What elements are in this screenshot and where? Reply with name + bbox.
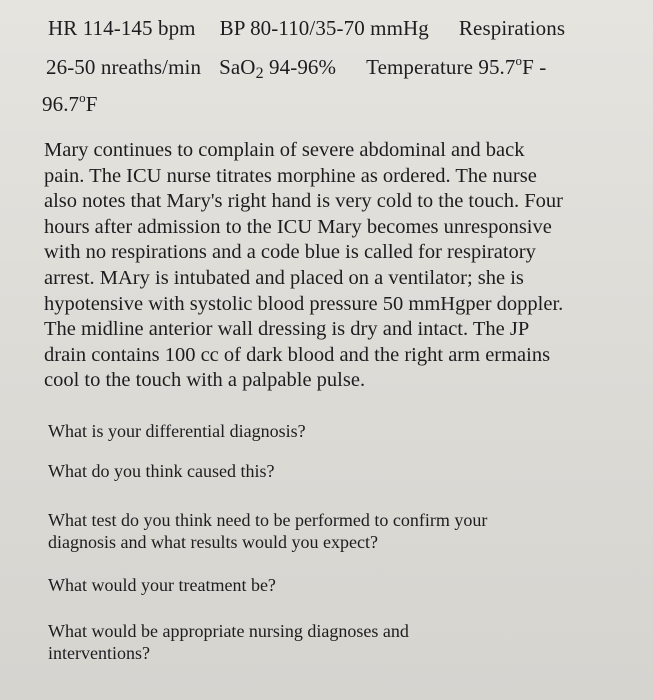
scenario-line: also notes that Mary's right hand is very cold to the touch. Four <box>44 190 563 213</box>
temperature-end-degree: o <box>79 90 86 105</box>
question-treatment <box>48 574 628 596</box>
sao2-prefix: SaO <box>219 55 256 79</box>
question-nursing-diagnoses <box>48 620 628 664</box>
question-text: What would be appropriate nursing diagnoses and <box>48 621 409 641</box>
question-text: What do you think caused this? <box>48 461 275 481</box>
case-scenario-paragraph <box>44 138 634 394</box>
scenario-line: cool to the touch with a palpable pulse. <box>44 369 366 392</box>
temperature-degree: o <box>515 53 523 68</box>
temperature-prefix: Temperature 95.7 <box>366 55 516 79</box>
sao2-subscript: 2 <box>255 65 264 82</box>
scenario-line: hypotensive with systolic blood pressure 50 mmHgper doppler. <box>44 292 564 315</box>
vitals-line-2 <box>46 53 546 83</box>
question-text: What is your differential diagnosis? <box>48 421 306 441</box>
heart-rate: HR 114-145 bpm <box>48 16 196 40</box>
scenario-line: The midline anterior wall dressing is dry and intact. The JP <box>44 318 530 341</box>
respirations-label: Respirations <box>458 16 566 40</box>
vitals-line-1 <box>48 16 565 41</box>
scenario-line: Mary continues to complain of severe abdominal and back <box>44 139 525 161</box>
temperature-mid: F - <box>522 55 547 79</box>
question-text: diagnosis and what results would you expect? <box>48 532 378 552</box>
temperature-end-value: 96.7 <box>42 92 80 116</box>
scenario-line: with no respirations and a code blue is called for respiratory <box>44 241 536 264</box>
temperature-end-unit: F <box>85 92 98 116</box>
question-cause <box>48 460 628 482</box>
scenario-line: drain contains 100 cc of dark blood and the right arm ermains <box>44 343 551 366</box>
scenario-line: pain. The ICU nurse titrates morphine as ordered. The nurse <box>44 164 537 187</box>
blood-pressure: BP 80-110/35-70 mmHg <box>219 16 429 40</box>
vitals-line-3 <box>42 90 98 117</box>
question-text: What test do you think need to be performed to confirm your <box>48 510 488 530</box>
question-differential-diagnosis <box>48 420 628 442</box>
question-tests <box>48 509 628 553</box>
scenario-line: arrest. MAry is intubated and placed on a ventilator; she is <box>44 266 524 289</box>
question-text: What would your treatment be? <box>48 575 276 595</box>
respirations-value: 26-50 nreaths/min <box>46 55 202 79</box>
temperature <box>366 55 546 79</box>
scenario-line: hours after admission to the ICU Mary becomes unresponsive <box>44 215 552 238</box>
sao2 <box>219 55 337 82</box>
sao2-value: 94-96% <box>263 55 337 79</box>
question-text: interventions? <box>48 643 150 663</box>
